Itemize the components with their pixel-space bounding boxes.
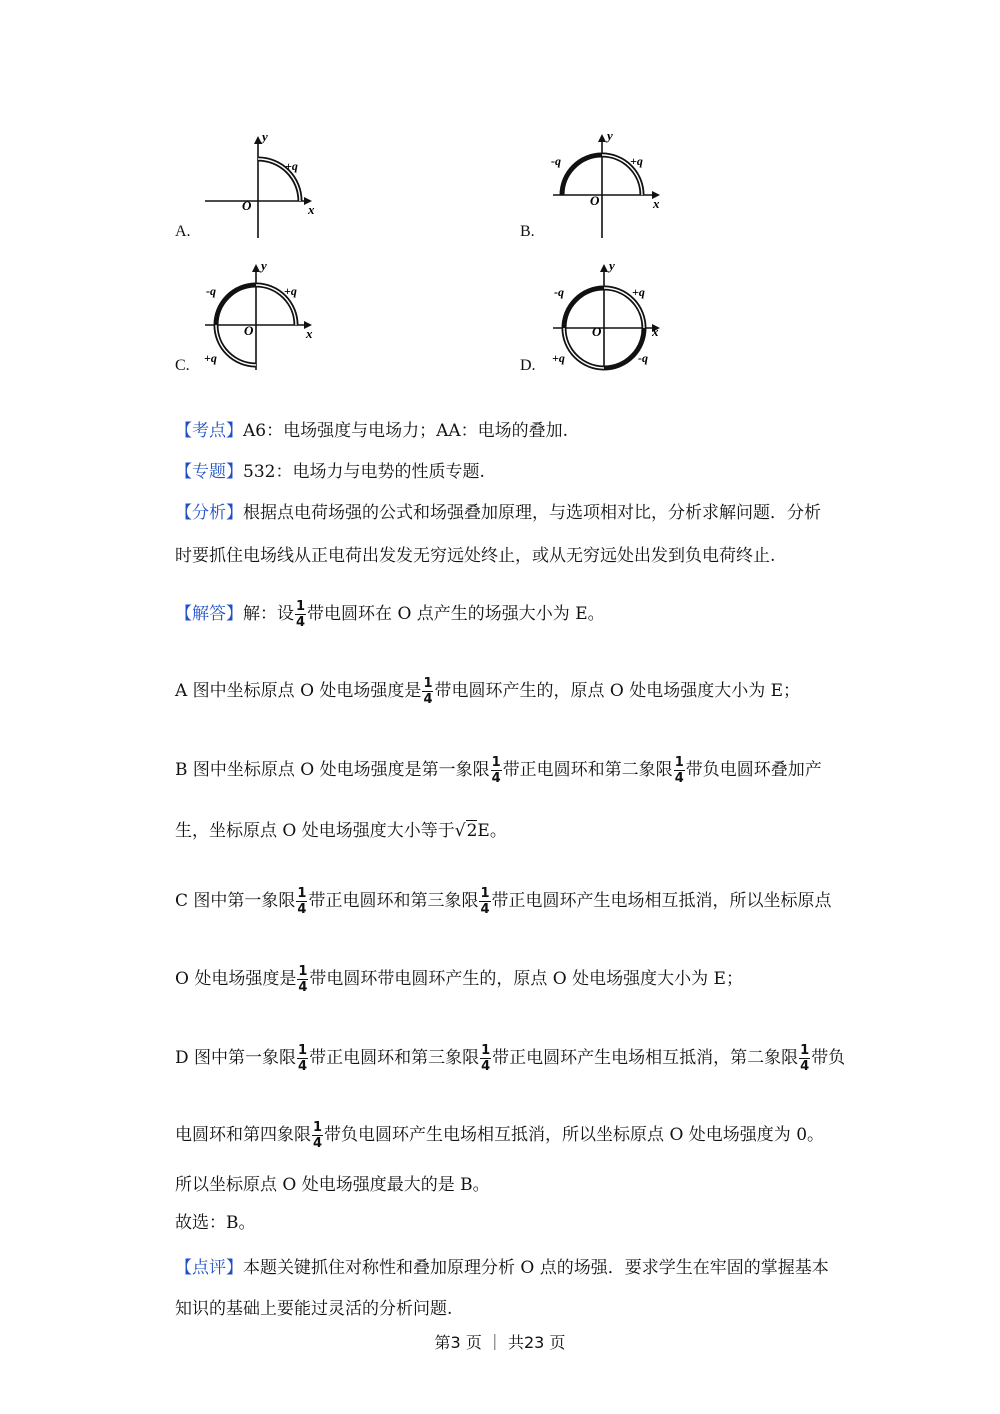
- text-span: D 图中第一象限: [175, 1048, 297, 1068]
- charge-label: +q: [630, 154, 643, 168]
- y-label: y: [262, 129, 268, 144]
- text-span: 带电圆环在 O 点产生的场强大小为 E。: [307, 604, 605, 624]
- charge-label: +q: [204, 351, 217, 365]
- zhuanti-text: 532：电场力与电势的性质专题.: [243, 462, 485, 482]
- fraction: $\frac{1}{4}$: [800, 1043, 810, 1074]
- text-span: O 处电场强度是: [175, 969, 297, 989]
- fraction: $\frac{1}{4}$: [298, 1043, 308, 1074]
- dianping-tag: 【点评】: [175, 1258, 243, 1278]
- origin-label: O: [242, 198, 252, 213]
- fraction: $\frac{1}{4}$: [481, 1043, 491, 1074]
- y-axis-arrow: [252, 264, 260, 272]
- text-span: 带负: [811, 1048, 846, 1068]
- figure-d: [548, 258, 673, 377]
- text-span: 带正电圆环产生电场相互抵消，所以坐标原点: [491, 891, 832, 911]
- fraction: $\frac{1}{4}$: [491, 755, 501, 786]
- x-label: x: [308, 202, 315, 217]
- x-label: x: [652, 324, 659, 339]
- charged-ring-arc-q2: [564, 288, 604, 328]
- dianping-line-1: [175, 1257, 855, 1279]
- jieda-line: [175, 599, 855, 630]
- text-span: 带正电圆环和第三象限: [309, 1048, 480, 1068]
- charge-label: +q: [284, 284, 297, 298]
- fraction: $\frac{1}{4}$: [423, 676, 433, 707]
- charge-label: +q: [285, 159, 298, 173]
- x-label: x: [653, 196, 660, 211]
- text-span: 解：设: [243, 604, 294, 624]
- text-span: 带正电圆环和第三象限: [308, 891, 479, 911]
- y-axis-arrow: [254, 136, 262, 144]
- option-c-label: C.: [175, 357, 190, 374]
- text-span: 带负电圆环产生电场相互抵消，所以坐标原点 O 处电场强度为 0。: [324, 1125, 825, 1145]
- charge-label: -q: [638, 351, 648, 365]
- charge-label: +q: [632, 285, 645, 299]
- conclusion-line: 所以坐标原点 O 处电场强度最大的是 B。: [175, 1175, 490, 1195]
- text-span: B 图中坐标原点 O 处电场强度是第一象限: [175, 760, 490, 780]
- kaodian-text: A6：电场强度与电场力；AA：电场的叠加.: [243, 421, 569, 441]
- y-label: y: [609, 258, 615, 273]
- fraction: $\frac{1}{4}$: [297, 886, 307, 917]
- text-span: 电圆环和第四象限: [175, 1125, 311, 1145]
- text-span: C 图中第一象限: [175, 891, 296, 911]
- origin-label: O: [590, 193, 600, 208]
- figure-b: [548, 128, 673, 244]
- text-span: E。: [477, 821, 507, 841]
- dianping-line-2: 知识的基础上要能过灵活的分析问题.: [175, 1299, 453, 1319]
- kaodian-tag: 【考点】: [175, 421, 243, 441]
- fraction: $\frac{1}{4}$: [298, 964, 308, 995]
- line-c-2: [175, 964, 855, 995]
- dianping-text: 本题关键抓住对称性和叠加原理分析 O 点的场强．要求学生在牢固的掌握基本: [243, 1258, 829, 1278]
- y-label: y: [261, 258, 267, 273]
- zhuanti-line: [175, 461, 855, 483]
- line-d-2: [175, 1120, 855, 1151]
- fraction: $\frac{1}{4}$: [296, 599, 306, 630]
- fraction: $\frac{1}{4}$: [480, 886, 490, 917]
- charge-label: -q: [554, 285, 564, 299]
- text-span: 带负电圆环叠加产: [685, 760, 822, 780]
- option-b-label: B.: [520, 223, 535, 240]
- charged-ring-arc-q2: [562, 155, 602, 195]
- y-label: y: [607, 128, 613, 143]
- line-b-2: [175, 820, 855, 842]
- option-a-label: A.: [175, 223, 191, 240]
- fenxi-line-1: [175, 502, 855, 524]
- line-d-1: [175, 1043, 855, 1074]
- fraction: $\frac{1}{4}$: [313, 1120, 323, 1151]
- fenxi-tag: 【分析】: [175, 503, 243, 523]
- zhuanti-tag: 【专题】: [175, 462, 243, 482]
- line-a: [175, 676, 855, 707]
- figure-c: [200, 258, 325, 377]
- y-axis-arrow: [600, 264, 608, 272]
- text-span: 带正电圆环产生电场相互抵消，第二象限: [492, 1048, 799, 1068]
- origin-label: O: [592, 324, 602, 339]
- kaodian-line: [175, 420, 855, 442]
- line-b-1: [175, 755, 855, 786]
- line-c-1: [175, 886, 855, 917]
- figure-a: [200, 128, 325, 244]
- text-span: 带正电圆环和第二象限: [502, 760, 673, 780]
- text-span: 带电圆环产生的，原点 O 处电场强度大小为 E；: [434, 681, 801, 701]
- sqrt-symbol: √2: [454, 821, 478, 841]
- answer-line: 故选：B。: [175, 1213, 256, 1233]
- fraction: $\frac{1}{4}$: [674, 755, 684, 786]
- jieda-tag: 【解答】: [175, 604, 243, 624]
- charge-label: -q: [206, 284, 216, 298]
- fenxi-line-2: 时要抓住电场线从正电荷出发发无穷远处终止，或从无穷远处出发到负电荷终止.: [175, 546, 776, 566]
- charge-label: -q: [551, 154, 561, 168]
- y-axis-arrow: [598, 134, 606, 142]
- page-footer: 第3 页 ｜ 共23 页: [434, 1333, 566, 1352]
- origin-label: O: [244, 323, 254, 338]
- option-d-label: D.: [520, 357, 536, 374]
- x-label: x: [306, 326, 313, 341]
- charge-label: +q: [552, 351, 565, 365]
- text-span: 生，坐标原点 O 处电场强度大小等于: [175, 821, 455, 841]
- text-span: 带电圆环带电圆环产生的，原点 O 处电场强度大小为 E；: [309, 969, 743, 989]
- text-span: A 图中坐标原点 O 处电场强度是: [175, 681, 422, 701]
- charged-ring-arc-q2: [216, 285, 256, 325]
- fenxi-text: 根据点电荷场强的公式和场强叠加原理，与选项相对比，分析求解问题．分析: [243, 503, 821, 523]
